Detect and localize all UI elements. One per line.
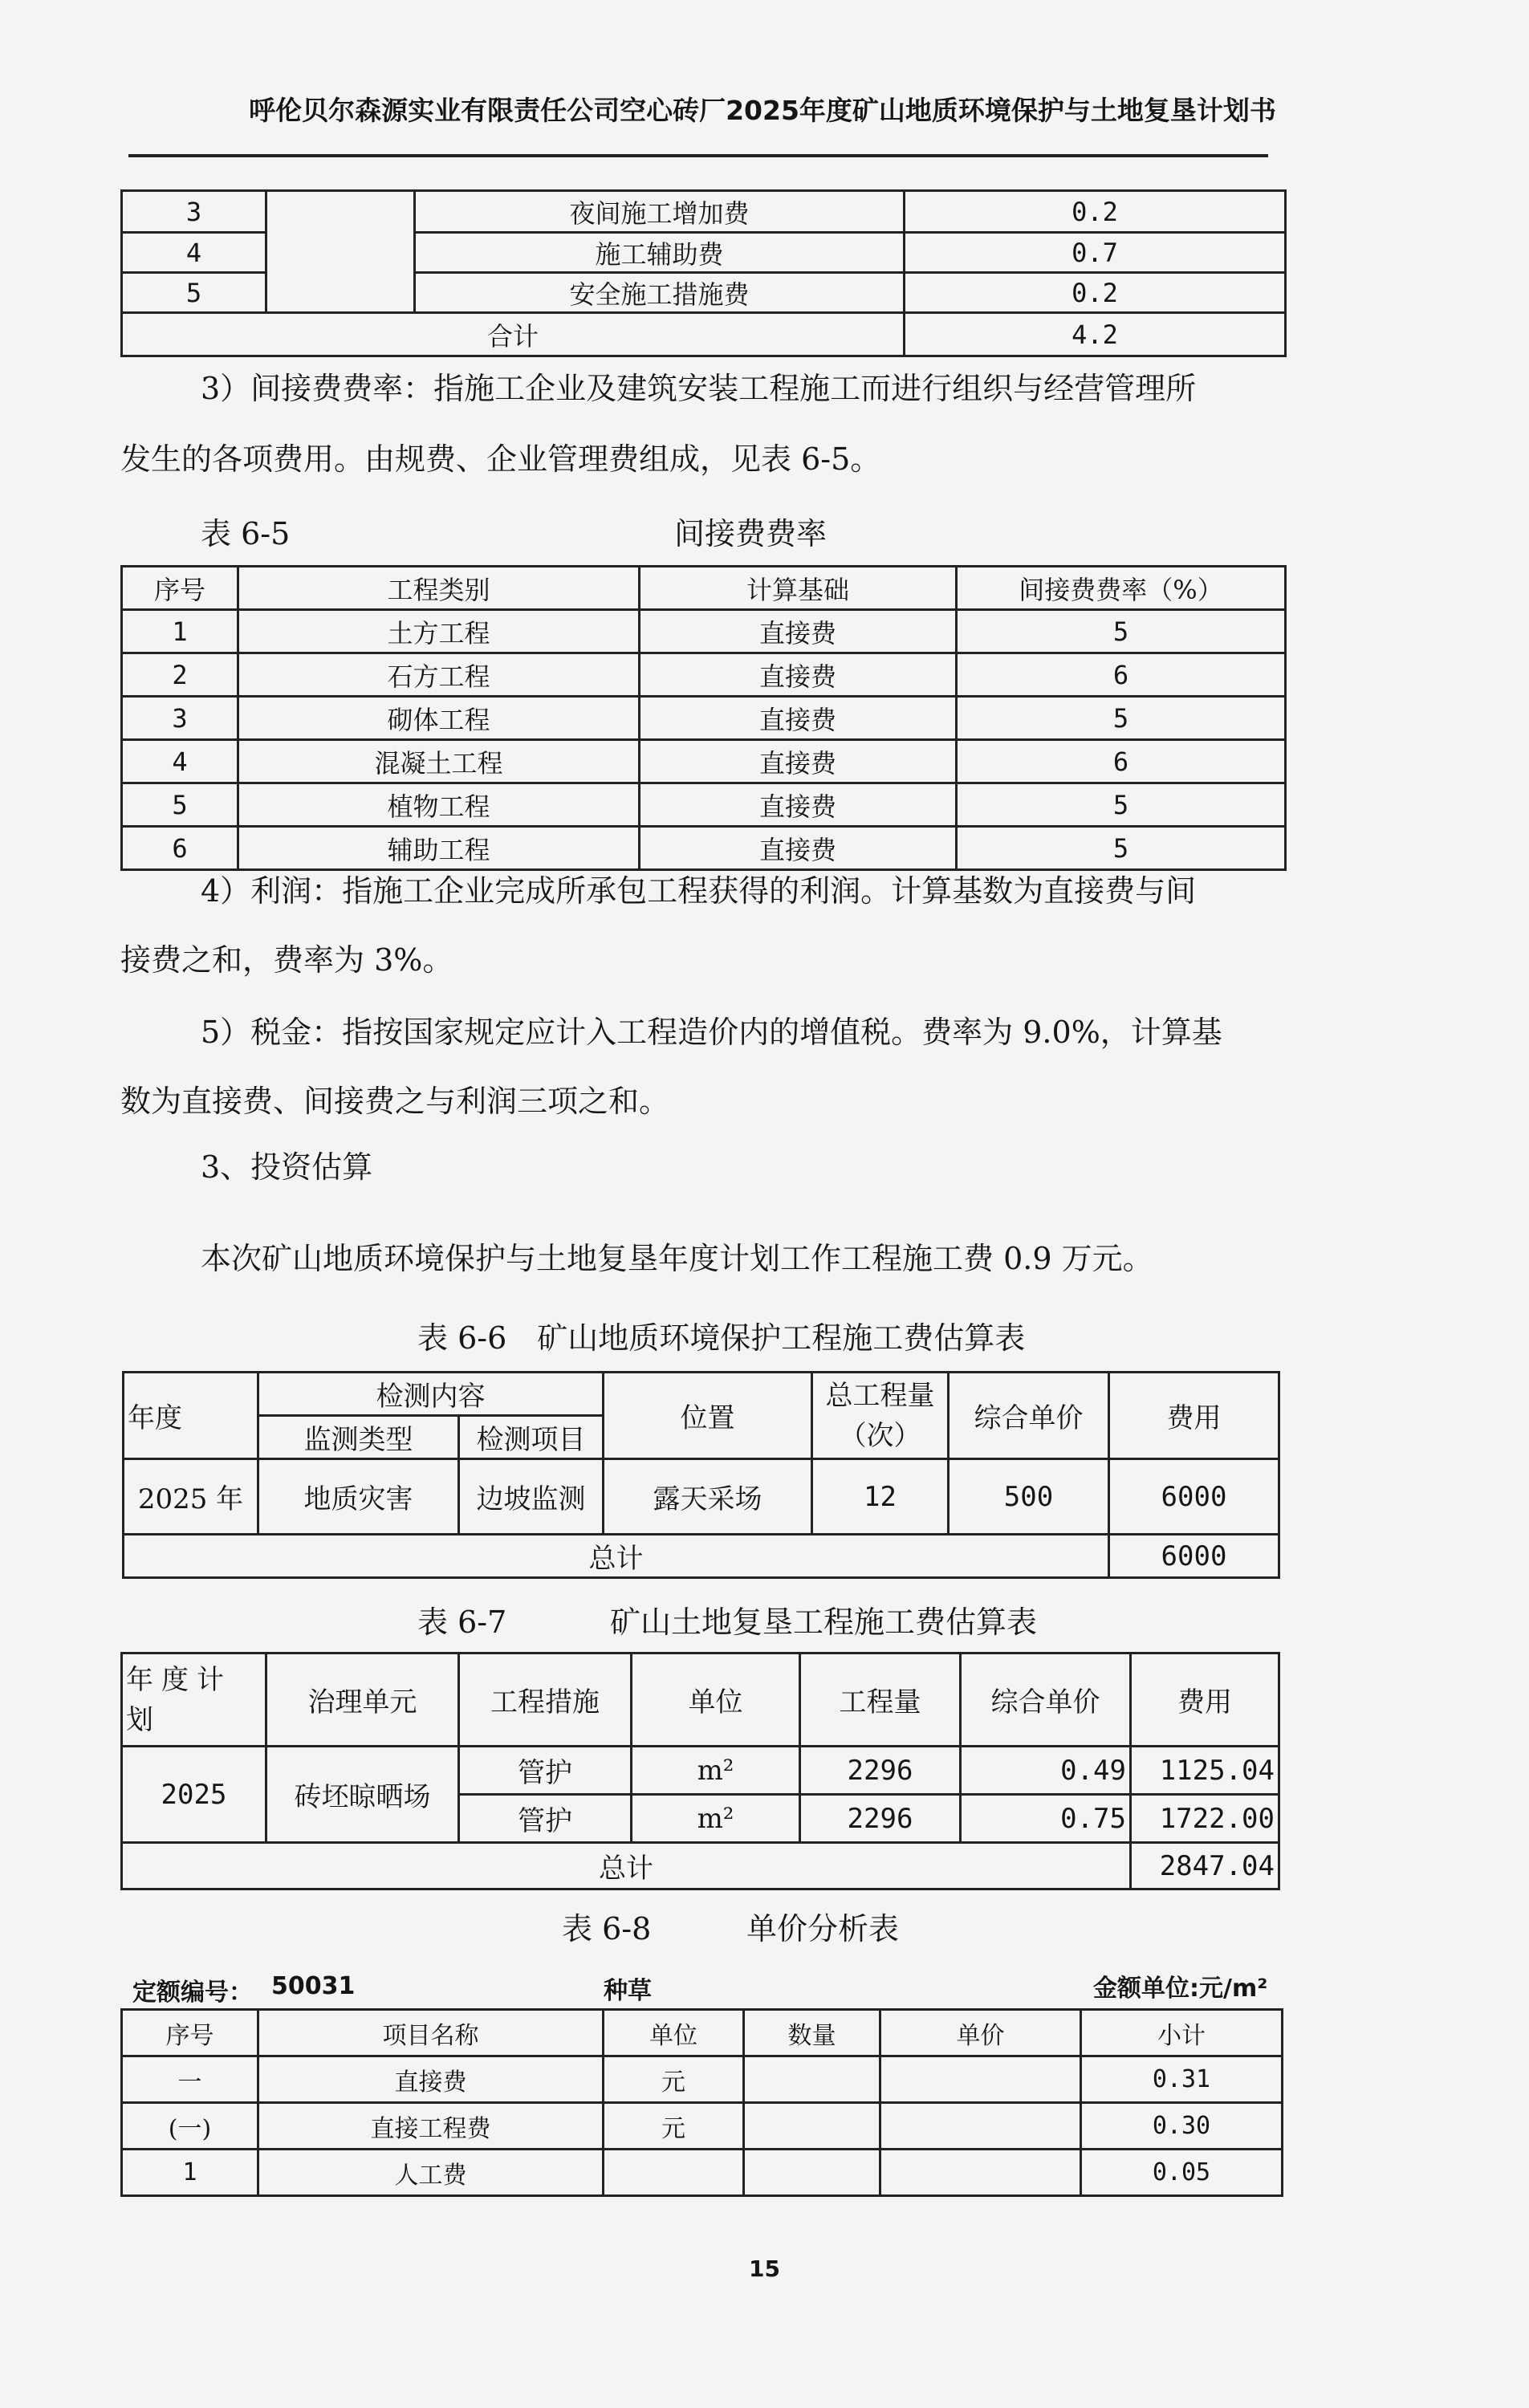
cell: 植物工程 bbox=[238, 783, 640, 827]
fee-rate: 0.2 bbox=[905, 191, 1286, 233]
column-header: 小计 bbox=[1081, 2010, 1283, 2056]
cell: 1125.04 bbox=[1131, 1747, 1279, 1795]
column-header: 综合单价 bbox=[949, 1373, 1109, 1459]
cell: 砌体工程 bbox=[238, 697, 640, 740]
cell: 12 bbox=[812, 1459, 949, 1535]
table-title: 矿山土地复垦工程施工费估算表 bbox=[610, 1605, 1038, 1640]
column-header: 位置 bbox=[604, 1373, 812, 1459]
cell bbox=[744, 2056, 880, 2103]
cell: 5 bbox=[122, 783, 238, 827]
paragraph: 发生的各项费用。由规费、企业管理费组成，见表 6-5。 bbox=[120, 441, 881, 477]
cell bbox=[880, 2103, 1081, 2150]
cell: 地质灾害 bbox=[258, 1459, 459, 1535]
row-number: 4 bbox=[122, 233, 266, 273]
table-6-7 bbox=[120, 1652, 1280, 1890]
column-header: 检测项目 bbox=[459, 1416, 604, 1459]
column-header: 序号 bbox=[122, 2010, 258, 2056]
column-header: 序号 bbox=[122, 567, 238, 610]
fee-rate: 0.7 bbox=[905, 233, 1286, 273]
cell: 5 bbox=[957, 783, 1286, 827]
cell: 砖坯晾晒场 bbox=[266, 1747, 459, 1843]
column-header: 治理单元 bbox=[266, 1653, 459, 1747]
cell bbox=[604, 2150, 744, 2196]
quota-number: 50031 bbox=[271, 1972, 356, 2000]
cell: 2025 bbox=[122, 1747, 266, 1843]
cell: 露天采场 bbox=[604, 1459, 812, 1535]
column-header: 项目名称 bbox=[258, 2010, 604, 2056]
paragraph: 3）间接费费率：指施工企业及建筑安装工程施工而进行组织与经营管理所 bbox=[201, 371, 1197, 406]
table-6-8 bbox=[120, 2008, 1283, 2197]
cell: (一) bbox=[122, 2103, 258, 2150]
cell: 6000 bbox=[1109, 1459, 1279, 1535]
cell: 直接费 bbox=[640, 827, 957, 870]
table-number: 表 6-5 bbox=[201, 516, 291, 551]
cell: m² bbox=[632, 1795, 800, 1843]
cell: 混凝土工程 bbox=[238, 740, 640, 783]
total-row bbox=[122, 313, 1286, 356]
table-row bbox=[122, 191, 1286, 233]
paragraph: 数为直接费、间接费之与利润三项之和。 bbox=[120, 1084, 670, 1119]
paragraph: 本次矿山地质环境保护与土地复垦年度计划工作工程施工费 0.9 万元。 bbox=[201, 1241, 1153, 1276]
table-row bbox=[122, 610, 1286, 653]
column-header: 费用 bbox=[1131, 1653, 1279, 1747]
table-row bbox=[124, 1459, 1279, 1535]
cell: 6 bbox=[957, 653, 1286, 697]
column-header: 工程措施 bbox=[459, 1653, 632, 1747]
row-number: 5 bbox=[122, 273, 266, 313]
paragraph: 4）利润：指施工企业完成所承包工程获得的利润。计算基数为直接费与间 bbox=[201, 873, 1197, 909]
paragraph: 5）税金：指按国家规定应计入工程造价内的增值税。费率为 9.0%，计算基 bbox=[201, 1015, 1222, 1050]
column-header: 间接费费率（%） bbox=[957, 567, 1286, 610]
paragraph: 接费之和，费率为 3%。 bbox=[120, 942, 453, 978]
cell: 直接费 bbox=[640, 740, 957, 783]
cell: 1 bbox=[122, 610, 238, 653]
table-row bbox=[122, 1747, 1279, 1795]
cell: 1 bbox=[122, 2150, 258, 2196]
table-title: 间接费费率 bbox=[674, 516, 828, 551]
amount-unit: 金额单位:元/m² bbox=[1093, 1975, 1268, 2003]
cell: 5 bbox=[957, 827, 1286, 870]
cell: 500 bbox=[949, 1459, 1109, 1535]
header-row bbox=[122, 1653, 1279, 1747]
cell: 0.49 bbox=[961, 1747, 1131, 1795]
cell: 2 bbox=[122, 653, 238, 697]
table-row bbox=[122, 740, 1286, 783]
page-header: 呼伦贝尔森源实业有限责任公司空心砖厂2025年度矿山地质环境保护与土地复垦计划书 bbox=[249, 95, 1276, 126]
column-header: 费用 bbox=[1109, 1373, 1279, 1459]
column-header: 工程类别 bbox=[238, 567, 640, 610]
table-row bbox=[122, 653, 1286, 697]
cell: 直接费 bbox=[640, 697, 957, 740]
cell bbox=[744, 2103, 880, 2150]
cell: 5 bbox=[957, 610, 1286, 653]
cell: 3 bbox=[122, 697, 238, 740]
row-number: 3 bbox=[122, 191, 266, 233]
total-value: 2847.04 bbox=[1131, 1843, 1279, 1889]
cell: 0.05 bbox=[1081, 2150, 1283, 2196]
cell bbox=[880, 2056, 1081, 2103]
cell: 人工费 bbox=[258, 2150, 604, 2196]
column-header: 年度 bbox=[124, 1373, 258, 1459]
column-header: 工程量 bbox=[800, 1653, 961, 1747]
table-title: 单价分析表 bbox=[746, 1911, 900, 1946]
table-row bbox=[122, 697, 1286, 740]
column-header: 数量 bbox=[744, 2010, 880, 2056]
column-header: 检测内容 bbox=[258, 1373, 604, 1416]
fee-rate: 0.2 bbox=[905, 273, 1286, 313]
column-header: 单位 bbox=[632, 1653, 800, 1747]
quota-label: 定额编号： bbox=[132, 1979, 253, 2007]
table-row bbox=[122, 2103, 1283, 2150]
cell: 2296 bbox=[800, 1747, 961, 1795]
cell: 2296 bbox=[800, 1795, 961, 1843]
fee-item: 安全施工措施费 bbox=[415, 273, 905, 313]
cell bbox=[744, 2150, 880, 2196]
cell: 元 bbox=[604, 2103, 744, 2150]
cell: 辅助工程 bbox=[238, 827, 640, 870]
cell: m² bbox=[632, 1747, 800, 1795]
cell: 4 bbox=[122, 740, 238, 783]
header-row bbox=[122, 2010, 1283, 2056]
cell: 直接费 bbox=[640, 783, 957, 827]
cell: 石方工程 bbox=[238, 653, 640, 697]
cell: 6 bbox=[122, 827, 238, 870]
cell: 管护 bbox=[459, 1795, 632, 1843]
total-label: 总计 bbox=[124, 1535, 1109, 1578]
cell: 边坡监测 bbox=[459, 1459, 604, 1535]
column-header: 监测类型 bbox=[258, 1416, 459, 1459]
column-header: 单位 bbox=[604, 2010, 744, 2056]
cell: 0.31 bbox=[1081, 2056, 1283, 2103]
table-row bbox=[122, 2150, 1283, 2196]
header-row bbox=[122, 567, 1286, 610]
column-header: 单价 bbox=[880, 2010, 1081, 2056]
header-rule bbox=[128, 154, 1268, 157]
total-row bbox=[124, 1535, 1279, 1578]
cell: 5 bbox=[957, 697, 1286, 740]
column-header: 年度计划 bbox=[122, 1653, 266, 1747]
fee-item: 施工辅助费 bbox=[415, 233, 905, 273]
total-value: 4.2 bbox=[905, 313, 1286, 356]
cell: 2025 年 bbox=[124, 1459, 258, 1535]
cell: 6 bbox=[957, 740, 1286, 783]
cell: 直接费 bbox=[640, 610, 957, 653]
total-label: 合计 bbox=[122, 313, 905, 356]
page-number: 15 bbox=[749, 2255, 780, 2282]
cell: 直接工程费 bbox=[258, 2103, 604, 2150]
table-row bbox=[122, 783, 1286, 827]
cell: 1722.00 bbox=[1131, 1795, 1279, 1843]
column-header: 计算基础 bbox=[640, 567, 957, 610]
cell: 一 bbox=[122, 2056, 258, 2103]
table-number: 表 6-8 bbox=[562, 1911, 652, 1946]
cell: 直接费 bbox=[258, 2056, 604, 2103]
cell: 直接费 bbox=[640, 653, 957, 697]
total-label: 总计 bbox=[122, 1843, 1131, 1889]
cell: 0.30 bbox=[1081, 2103, 1283, 2150]
table-6-6 bbox=[122, 1371, 1280, 1579]
cell: 0.75 bbox=[961, 1795, 1131, 1843]
cell: 土方工程 bbox=[238, 610, 640, 653]
table-6-5 bbox=[120, 565, 1287, 871]
crop-name: 种草 bbox=[604, 1977, 652, 2005]
cell bbox=[880, 2150, 1081, 2196]
table-row bbox=[122, 2056, 1283, 2103]
column-header: 综合单价 bbox=[961, 1653, 1131, 1747]
section-heading: 3、投资估算 bbox=[201, 1149, 373, 1185]
total-row bbox=[122, 1843, 1279, 1889]
cell: 管护 bbox=[459, 1747, 632, 1795]
cell: 元 bbox=[604, 2056, 744, 2103]
column-header: 总工程量（次） bbox=[812, 1373, 949, 1459]
total-value: 6000 bbox=[1109, 1535, 1279, 1578]
table-6-4-continuation bbox=[120, 189, 1287, 357]
merged-cell bbox=[266, 191, 415, 313]
table-row bbox=[122, 827, 1286, 870]
table-caption: 表 6-6 矿山地质环境保护工程施工费估算表 bbox=[417, 1320, 1026, 1356]
table-number: 表 6-7 bbox=[417, 1605, 507, 1640]
header-row bbox=[124, 1373, 1279, 1416]
fee-item: 夜间施工增加费 bbox=[415, 191, 905, 233]
